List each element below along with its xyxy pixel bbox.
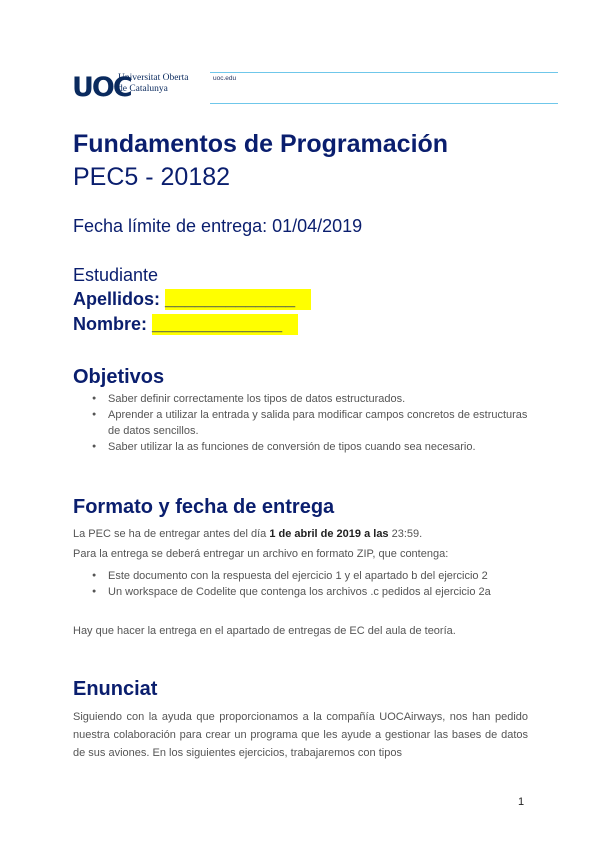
logo-line-1: Universitat Oberta: [118, 73, 189, 83]
format-item: ● Este documento con la respuesta del ejercicio 1 y el apartado b del ejercicio 2: [92, 568, 530, 584]
name-row: [73, 314, 298, 335]
format-paragraph-3: Hay que hacer la entrega en el apartado de entregas de EC del aula de teoría.: [73, 625, 456, 637]
student-label: Estudiante: [73, 265, 159, 285]
surname-row: [73, 289, 311, 310]
format-p1-text: La PEC se ha de entregar antes del día: [73, 528, 270, 540]
page-header: [72, 70, 558, 106]
objectives-heading: Objetivos: [73, 366, 165, 388]
surname-blank-field[interactable]: _____________: [165, 289, 311, 310]
deadline-line: Fecha límite de entrega: 01/04/2019: [73, 216, 363, 236]
format-p1-bold: 1 de abril de 2019 a las: [269, 528, 389, 540]
objective-item: ● Aprender a utilizar la entrada y salida para modificar campos concretos de estructuras de datos sencillos.: [92, 407, 530, 439]
format-heading: Formato y fecha de entrega: [73, 496, 335, 518]
logo-line-2: de Catalunya: [118, 83, 168, 94]
format-paragraph-1: [73, 525, 528, 543]
statement-paragraph: Siguiendo con la ayuda que proporcionamos a la compañía UOCAirways, nos han pedido nuestra colaboración para crear un programa que les ayude a gestionar las bases de datos de sus aviones. En los siguientes ejercicios, trabajaremos con tipos: [73, 711, 528, 759]
name-blank-field[interactable]: _____________: [152, 314, 298, 335]
name-label: Nombre:: [73, 314, 153, 334]
header-bottom-rule: [210, 103, 558, 104]
format-paragraph-2: Para la entrega se deberá entregar un archivo en formato ZIP, que contenga:: [73, 548, 449, 560]
header-top-rule: [210, 72, 558, 73]
uoc-logo-text: [118, 73, 188, 94]
document-subtitle: PEC5 - 20182: [73, 163, 231, 191]
objective-item: ● Saber utilizar la as funciones de conversión de tipos cuando sea necesario.: [92, 439, 530, 455]
format-list: [92, 568, 530, 600]
format-item: ● Un workspace de Codelite que contenga los archivos .c pedidos al ejercicio 2a: [92, 584, 530, 600]
statement-heading: Enunciat: [73, 678, 158, 700]
page-number: 1: [518, 796, 525, 808]
surname-label: Apellidos:: [73, 289, 166, 309]
header-url[interactable]: uoc.edu: [213, 75, 237, 82]
logo-mark-text: UOC: [72, 72, 131, 103]
objectives-list: [92, 391, 530, 455]
format-p1-time: 23:59.: [388, 528, 423, 540]
objective-item: ● Saber definir correctamente los tipos de datos estructurados.: [92, 391, 530, 407]
document-title: Fundamentos de Programación: [73, 130, 449, 158]
